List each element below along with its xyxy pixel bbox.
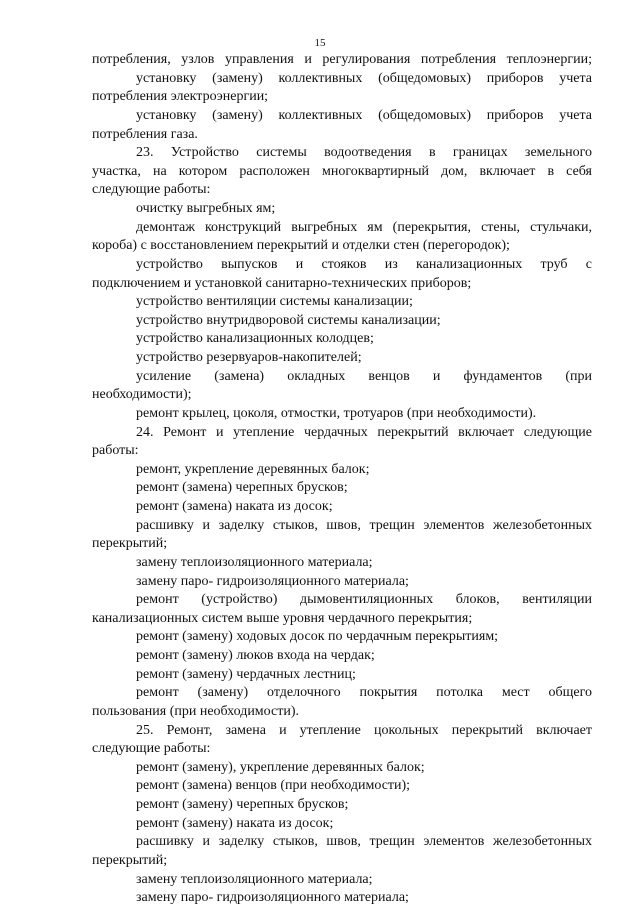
text-line: устройство резервуаров-накопителей; xyxy=(136,350,362,365)
text-line: подключением и установкой санитарно-технических приборов; xyxy=(92,275,472,291)
text-line: устройство вентиляции системы канализации; xyxy=(136,294,413,310)
text-line: установку (замену) коллективных (общедомовых) приборов учета xyxy=(136,107,592,123)
text-line: ремонт (замену) отделочного покрытия потолка мест общего xyxy=(136,685,592,701)
text-line: очистку выгребных ям; xyxy=(136,201,276,216)
text-line: перекрытий; xyxy=(92,536,168,552)
text-line: установку (замену) коллективных (общедомовых) приборов учета xyxy=(136,70,592,86)
text-line: ремонт (замену), укрепление деревянных балок; xyxy=(136,759,425,775)
text-line: потребления, узлов управления и регулирования потребления теплоэнергии; xyxy=(92,52,592,67)
text-line: замену паро- гидроизоляционного материала; xyxy=(136,890,409,906)
text-line: ремонт (замена) черепных брусков; xyxy=(136,480,348,496)
text-line: замену теплоизоляционного материала; xyxy=(136,871,373,887)
text-line: 25. Ремонт, замена и утепление цокольных перекрытий включает xyxy=(136,722,592,738)
text-line: следующие работы: xyxy=(92,182,211,198)
text-line: короба) с восстановлением перекрытий и отделки стен (перегородок); xyxy=(92,238,510,254)
text-line: расшивку и заделку стыков, швов, трещин элементов железобетонных xyxy=(136,517,592,533)
text-line: участка, на котором расположен многоквартирный дом, включает в себя xyxy=(92,163,592,179)
text-line: усиление (замена) окладных венцов и фундаментов (при xyxy=(136,368,592,384)
text-line: необходимости); xyxy=(92,387,192,403)
text-line: потребления электроэнергии; xyxy=(92,89,269,105)
text-line: 23. Устройство системы водоотведения в границах земельного xyxy=(136,145,592,161)
text-line: ремонт (замену) люков входа на чердак; xyxy=(136,648,375,663)
text-line: работы: xyxy=(92,443,139,459)
text-line: пользования (при необходимости). xyxy=(92,703,300,719)
text-line: потребления газа. xyxy=(92,126,198,142)
text-line: демонтаж конструкций выгребных ям (перекрытия, стены, стульчаки, xyxy=(136,219,592,235)
text-line: замену паро- гидроизоляционного материала; xyxy=(136,573,409,589)
text-line: ремонт (замену) черепных брусков; xyxy=(136,797,349,812)
text-line: устройство внутридворовой системы канализации; xyxy=(136,312,441,328)
page-number: 15 xyxy=(314,37,326,49)
text-line: ремонт (замена) наката из досок; xyxy=(136,499,333,514)
text-line: ремонт (замену) наката из досок; xyxy=(136,815,334,831)
text-line: ремонт (замена) венцов (при необходимости); xyxy=(136,778,411,794)
text-line: ремонт (замену) ходовых досок по чердачным перекрытиям; xyxy=(136,629,499,645)
text-line: перекрытий; xyxy=(92,852,168,868)
text-line: 24. Ремонт и утепление чердачных перекрытий включает следующие xyxy=(136,424,592,440)
document-body xyxy=(92,51,592,908)
text-line: устройство выпусков и стояков из канализационных труб с xyxy=(136,256,592,272)
text-line: ремонт (устройство) дымовентиляционных блоков, вентиляции xyxy=(136,592,592,608)
text-line: следующие работы: xyxy=(92,741,211,757)
text-line: замену теплоизоляционного материала; xyxy=(136,554,373,570)
text-line: устройство канализационных колодцев; xyxy=(136,331,374,347)
text-line: ремонт крылец, цоколя, отмостки, тротуаров (при необходимости). xyxy=(136,405,537,421)
text-line: расшивку и заделку стыков, швов, трещин элементов железобетонных xyxy=(136,834,592,850)
text-line: ремонт, укрепление деревянных балок; xyxy=(136,461,370,477)
text-line: ремонт (замену) чердачных лестниц; xyxy=(136,666,356,682)
text-line: канализационных систем выше уровня чердачного перекрытия; xyxy=(92,610,473,626)
